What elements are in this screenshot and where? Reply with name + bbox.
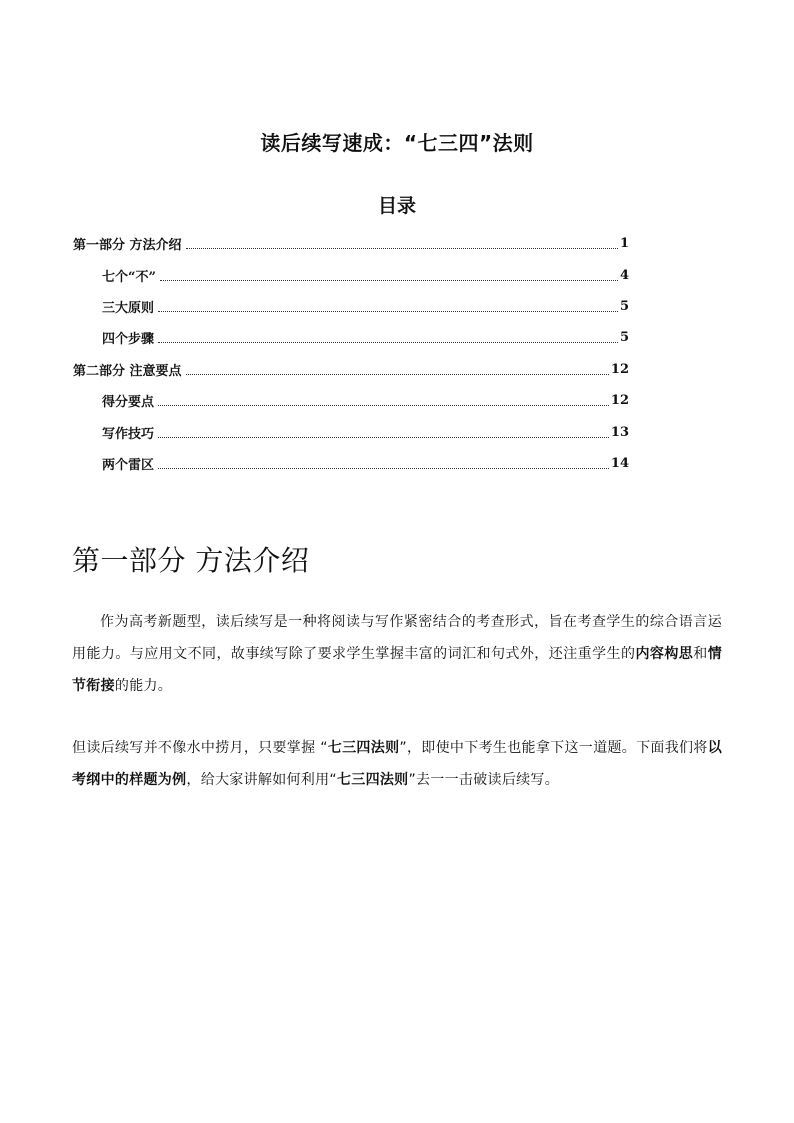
toc-entry-label: 三大原则: [102, 300, 155, 316]
toc-entry-writing-skills[interactable]: [73, 416, 629, 447]
emphasis-text: 内容构思: [635, 646, 694, 662]
paragraph-text: ”去一一击破读后续写。: [408, 772, 560, 788]
toc-entry-page: 14: [610, 455, 629, 471]
toc-entry-label: 七个“不”: [102, 269, 156, 285]
toc-entry-page: 13: [610, 424, 629, 440]
document-title: 读后续写速成：“七三四”法则: [260, 131, 534, 155]
toc-entry-seven-nots[interactable]: [73, 259, 629, 290]
toc-entry-part2[interactable]: [73, 354, 629, 385]
emphasis-text: 以考纲中的样题为例: [72, 740, 722, 788]
body-paragraph-2: [72, 732, 722, 796]
toc-entry-page: 1: [619, 236, 629, 252]
toc-entry-label: 得分要点: [102, 395, 155, 411]
toc-dot-leader: [158, 311, 618, 312]
toc-dot-leader: [158, 405, 609, 406]
toc-entry-scoring-points[interactable]: [73, 385, 629, 416]
paragraph-text: ”，即使中下考生也能拿下这一道题。下面我们将: [399, 740, 708, 756]
toc-dot-leader: [186, 248, 618, 249]
toc-dot-leader: [158, 437, 609, 438]
toc-entry-label: 第二部分 注意要点: [73, 363, 182, 379]
paragraph-text: 作为高考新题型，读后续写是一种将阅读与写作紧密结合的考查形式，旨在考查学生的综合语言运用能力。与应用文不同，故事续写除了要求学生掌握丰富的词汇和句式外，还注重学生的: [72, 614, 722, 662]
toc-entry-page: 12: [610, 361, 629, 377]
emphasis-text: 情节衔接: [72, 646, 722, 694]
toc-entry-three-principles[interactable]: [73, 291, 629, 322]
toc-entry-label: 两个雷区: [102, 457, 155, 473]
toc-dot-leader: [158, 468, 609, 469]
toc-entry-label: 四个步骤: [102, 332, 155, 348]
emphasis-text: 七三四法则: [336, 772, 409, 788]
toc-dot-leader: [160, 280, 618, 281]
paragraph-text: 和: [693, 646, 708, 662]
toc-entry-label: 第一部分 方法介绍: [73, 238, 182, 254]
toc-entry-page: 5: [619, 298, 629, 314]
section-heading: 第一部分 方法介绍: [72, 544, 310, 577]
paragraph-text: 但读后续写并不像水中捞月，只要掌握 “: [72, 740, 328, 756]
toc-entry-page: 4: [619, 267, 629, 283]
emphasis-text: 七三四法则: [327, 740, 400, 756]
toc-entry-two-pitfalls[interactable]: [73, 448, 629, 479]
table-of-contents: [73, 228, 629, 479]
paragraph-text: 的能力。: [114, 678, 173, 694]
toc-entry-part1[interactable]: [73, 228, 629, 259]
toc-entry-page: 12: [610, 393, 629, 409]
toc-entry-four-steps[interactable]: [73, 322, 629, 353]
toc-dot-leader: [186, 374, 609, 375]
paragraph-text: ，给大家讲解如何利用“: [186, 772, 337, 788]
body-paragraph-1: [72, 606, 722, 702]
toc-heading: 目录: [377, 195, 416, 217]
toc-entry-page: 5: [619, 330, 629, 346]
toc-entry-label: 写作技巧: [102, 426, 155, 442]
toc-dot-leader: [158, 342, 618, 343]
